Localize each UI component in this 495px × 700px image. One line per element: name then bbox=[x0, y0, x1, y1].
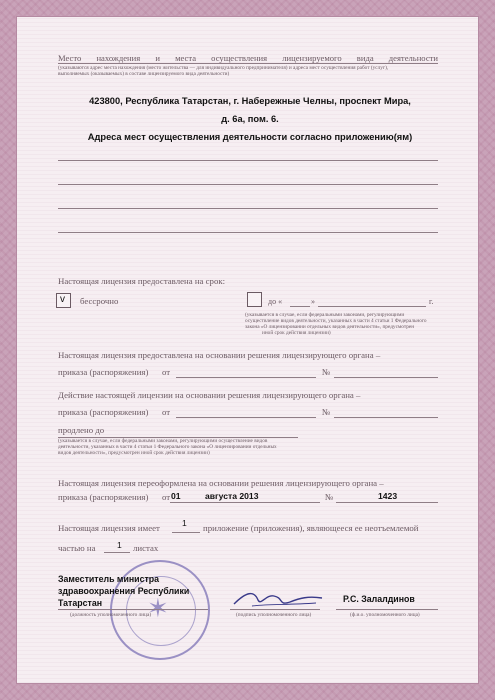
annex-prefix: Настоящая лицензия имеет bbox=[58, 523, 160, 533]
until-year-suffix: г. bbox=[429, 297, 434, 306]
extension-from: от bbox=[162, 407, 171, 417]
until-mid: » bbox=[311, 297, 315, 306]
signer-name: Р.С. Залалдинов bbox=[343, 594, 415, 604]
basis-order: приказа (распоряжения) bbox=[58, 367, 149, 377]
reissue-line: Настоящая лицензия переоформлена на основании решения лицензирующего органа – bbox=[58, 478, 384, 488]
term-hint-3: закона «О лицензировании отдельных видов деятельности», предусмотрен bbox=[245, 324, 415, 330]
signer-position-1: Заместитель министра bbox=[58, 574, 160, 584]
extension-order: приказа (распоряжения) bbox=[58, 407, 149, 417]
basis-num: № bbox=[322, 367, 331, 377]
term-hint-4: иной срок действия лицензии) bbox=[262, 330, 331, 336]
annex-count: 1 bbox=[182, 518, 187, 528]
signer-position-2: здравоохранения Республики bbox=[58, 586, 190, 596]
annex-sheets: 1 bbox=[117, 540, 122, 550]
basis-from: от bbox=[162, 367, 171, 377]
until-checkbox bbox=[247, 292, 262, 307]
reissue-num: № bbox=[325, 492, 334, 502]
extension-hint-3: видов деятельности», предусмотрен иной срок действия лицензии) bbox=[58, 450, 210, 456]
annex-sheets-suffix: листах bbox=[133, 543, 159, 553]
indefinite-label: бессрочно bbox=[80, 296, 119, 306]
reissue-number: 1423 bbox=[378, 491, 398, 501]
annex-part-prefix: частью на bbox=[58, 543, 96, 553]
place-label: Место нахождения и места осуществления лицензируемого вида деятельности bbox=[58, 53, 438, 63]
until-prefix: до « bbox=[268, 297, 283, 306]
term-hint-1: (указывается в случае, если федеральными законами, регулирующими bbox=[245, 312, 405, 318]
address-line-1: 423800, Республика Татарстан, г. Набережные Челны, проспект Мира, bbox=[89, 96, 411, 106]
term-label: Настоящая лицензия предоставлена на срок: bbox=[58, 276, 226, 286]
extension-hint-1: (указывается в случае, если федеральными законами, регулирующими осуществление видов bbox=[58, 438, 268, 444]
reissue-order: приказа (распоряжения) bbox=[58, 492, 149, 502]
extended-until: продлено до bbox=[58, 425, 105, 435]
place-hint-2: выполняемых (оказываемых) в составе лицензируемого вида деятельности) bbox=[58, 71, 230, 77]
extension-hint-2: деятельности, указанных в части 4 статьи 1 Федерального закона «О лицензировании отдельных bbox=[58, 444, 277, 450]
address-line-2: д. 6а, пом. 6. bbox=[221, 114, 279, 124]
extension-line: Действие настоящей лицензии на основании решения лицензирующего органа – bbox=[58, 390, 361, 400]
place-hint-1: (указываются адрес места нахождения (место жительства — для индивидуального предпринимателя) и адреса мест осуществления работ (услуг), bbox=[58, 65, 389, 71]
reissue-day: 01 bbox=[171, 491, 181, 501]
reissue-from: от bbox=[162, 492, 171, 502]
basis-line: Настоящая лицензия предоставлена на основании решения лицензирующего органа – bbox=[58, 350, 381, 360]
reissue-month-year: августа 2013 bbox=[205, 491, 259, 501]
caption-name: (ф.и.о. уполномоченного лица) bbox=[350, 612, 420, 618]
caption-signature: (подпись уполномоченного лица) bbox=[236, 612, 312, 618]
address-line-3: Адреса мест осуществления деятельности согласно приложению(ям) bbox=[87, 132, 413, 142]
caption-position: (должность уполномоченного лица) bbox=[70, 612, 152, 618]
official-seal: ✶ bbox=[110, 560, 210, 660]
term-hint-2: осуществление видов деятельности, указанных в части 4 статьи 1 Федерального bbox=[245, 318, 427, 324]
annex-suffix: приложение (приложения), являющееся ее неотъемлемой bbox=[203, 523, 419, 533]
extension-num: № bbox=[322, 407, 331, 417]
indefinite-check-mark: v bbox=[60, 294, 65, 305]
signer-position-3: Татарстан bbox=[58, 598, 103, 608]
